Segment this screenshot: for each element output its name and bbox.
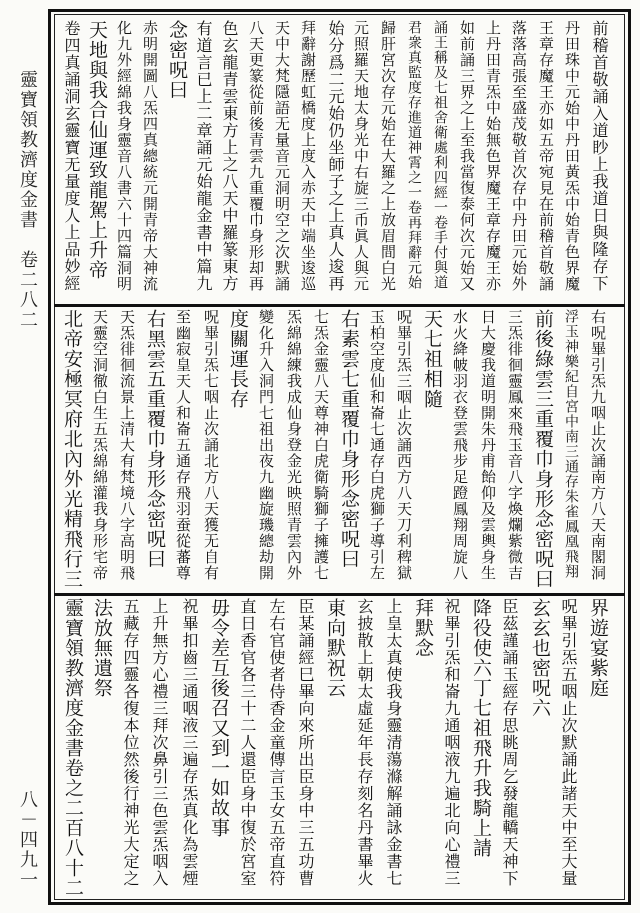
- text-column: 七炁金靈八天尊神白虎衛騎獅子擁護七: [312, 309, 330, 581]
- margin-page-number: 八－四九一: [17, 790, 38, 890]
- margin-title: 靈寶領教濟度金書 卷二八二: [17, 70, 38, 330]
- text-column: 呪畢引炁五咽止次默誦此諸天中至大量: [559, 598, 578, 887]
- text-column: 天地與我合仙運致龍駕上升帝: [86, 20, 108, 280]
- text-column: 元照羅天地太身光中右旋三币眞人與元: [352, 20, 370, 292]
- text-column: 玉柏空度仙和崙七通存白虎獅子導引左: [368, 309, 386, 581]
- text-column: 五藏存四靈各復本位然後行神光大定之: [121, 598, 140, 887]
- text-column: 呪畢引炁七咽止次誦北方八天獲无自有: [202, 309, 220, 581]
- text-column: 靈寶領教濟度金書卷之二百八十二: [62, 598, 84, 898]
- text-column: 炁綿綿練我成仙身登金光映照青雲內外: [285, 309, 303, 581]
- text-column: 日大慶我道明開朱丹甫飴仰及雲輿身生: [479, 309, 497, 581]
- text-column: 拜辭謝歷虹橋度上度入赤天中端坐逡巡: [299, 20, 317, 292]
- text-column: 度關運長存: [227, 309, 249, 409]
- text-column: 如前誦三界之上至我當復泰何次元始又: [458, 20, 476, 292]
- text-column: 拜默念: [412, 598, 434, 658]
- text-column: 前稽首敬誦入道眇上我道日與隆存下: [590, 20, 609, 292]
- text-column: 變化升入洞門七祖出夜九幽旋璣總劫開: [257, 309, 275, 581]
- text-column: 水火絳帔羽衣登雲飛步足蹬鳳翔周旋八: [451, 309, 469, 581]
- text-column: 王章存魔王亦如五帝宛見在前稽首敬誦: [537, 20, 555, 292]
- text-column: 玄披散上朝太虛延年長存刻名丹書畢火: [355, 598, 374, 887]
- text-column: 丹田珠中元始中丹田黃炁中始青色界魔: [563, 20, 581, 292]
- text-column: 東向默祝云: [324, 598, 346, 698]
- text-column: 毋令差互後召又到一如故事: [208, 598, 230, 838]
- text-column: 天靈空洞徹白生五炁綿綿灌我身形宅帝: [91, 309, 109, 581]
- text-column: 落落高張至盛茂敬首次存中丹田元始外: [510, 20, 528, 292]
- text-column: 右黑雲五重覆巾身形念密呪曰: [144, 309, 166, 569]
- text-column: 臣茲謹誦玉經存思眺周乞發龍轎天神下: [500, 598, 519, 887]
- block-divider-2: [54, 593, 625, 596]
- text-column: 上丹田青炁中始無色界魔王章存魔王亦: [484, 20, 502, 292]
- text-column: 直日香官各三十二人還臣身中復於宮室: [238, 598, 257, 887]
- text-column: 化九外經綿我身靈音八書六十四篇洞明: [115, 20, 133, 292]
- text-column: 臣某誦經巳畢向來所出臣身中三五功曹: [296, 598, 315, 887]
- text-column: 歸肝宮次存元始在大羅之上放眉間白光: [379, 20, 397, 292]
- text-column: 始分爲二元始仍坐師子之上真人逡再: [326, 20, 345, 292]
- text-column: 法放無遺祭: [91, 598, 113, 698]
- text-column: 念密呪曰: [166, 20, 188, 100]
- text-column: 右呪畢引炁九咽止次誦南方八天南閣洞: [589, 309, 607, 581]
- text-column: 至幽寂皇天人和崙五通存飛羽蚕從蕃尊: [174, 309, 192, 581]
- text-column: 呪畢引炁三咽止次誦西方八天刀利稗獄: [395, 309, 413, 581]
- text-column: 降役使六丁七祖飛升我騎上請: [470, 598, 492, 858]
- text-column: 赤明開圖八炁四真總統元開青帝大神流: [141, 20, 159, 292]
- text-column: 右素雲七重覆巾身形念密呪曰: [338, 309, 360, 569]
- text-column: 浮玉神樂紀自宮中南三通存朱雀鳳凰飛翔: [563, 309, 579, 579]
- text-column: 祝畢扣齒三通咽液三遍存炁真化為雲煙: [180, 598, 199, 887]
- block-divider-1: [54, 304, 625, 307]
- text-column: 誦王稱及七祖舍衛處利四經一卷手付與道: [432, 20, 448, 290]
- text-column: 色玄龍青雲東方上之八天中羅篆東方: [220, 20, 239, 292]
- text-column: 卷四真誦洞玄靈寶无量度人上品妙經: [62, 20, 81, 292]
- text-column: 界遊宴紫庭: [587, 598, 609, 698]
- text-column: 玄玄也密呪六: [529, 598, 551, 718]
- text-column: 君衆真監度存進道神霄之一卷再拜辭元始: [406, 20, 422, 290]
- text-column: 上皇太真使我身靈清蕩滌解誦詠金書七: [384, 598, 403, 887]
- text-column: 左右官使者侍香金童傳言玉女五帝直符: [267, 598, 286, 887]
- text-column: 祝畢引炁和崙九通咽液九遍北向心禮三: [442, 598, 461, 887]
- text-column: 天炁徘徊流景上清大有梵境八字高明飛: [118, 309, 136, 581]
- text-column: 三炁徘徊靈鳳來飛玉音八字煥爛紫微吉: [506, 309, 524, 581]
- text-column: 上升無方心禮三拜次鼻引三色雲炁咽入: [150, 598, 169, 887]
- text-column: 有道言已上二章誦元始龍金書中篇九: [194, 20, 213, 292]
- text-column: 八天更篆從前後青雲九重覆巾身形却再: [247, 20, 265, 292]
- text-column: 北帝安極冥府北內外光精飛行三: [61, 309, 83, 589]
- text-column: 天中大梵隱語无量音元洞明空之次默誦: [273, 20, 291, 292]
- text-column: 前後綠雲三重覆巾身形念密呪曰: [532, 309, 554, 589]
- text-column: 天七祖相隨: [421, 309, 443, 409]
